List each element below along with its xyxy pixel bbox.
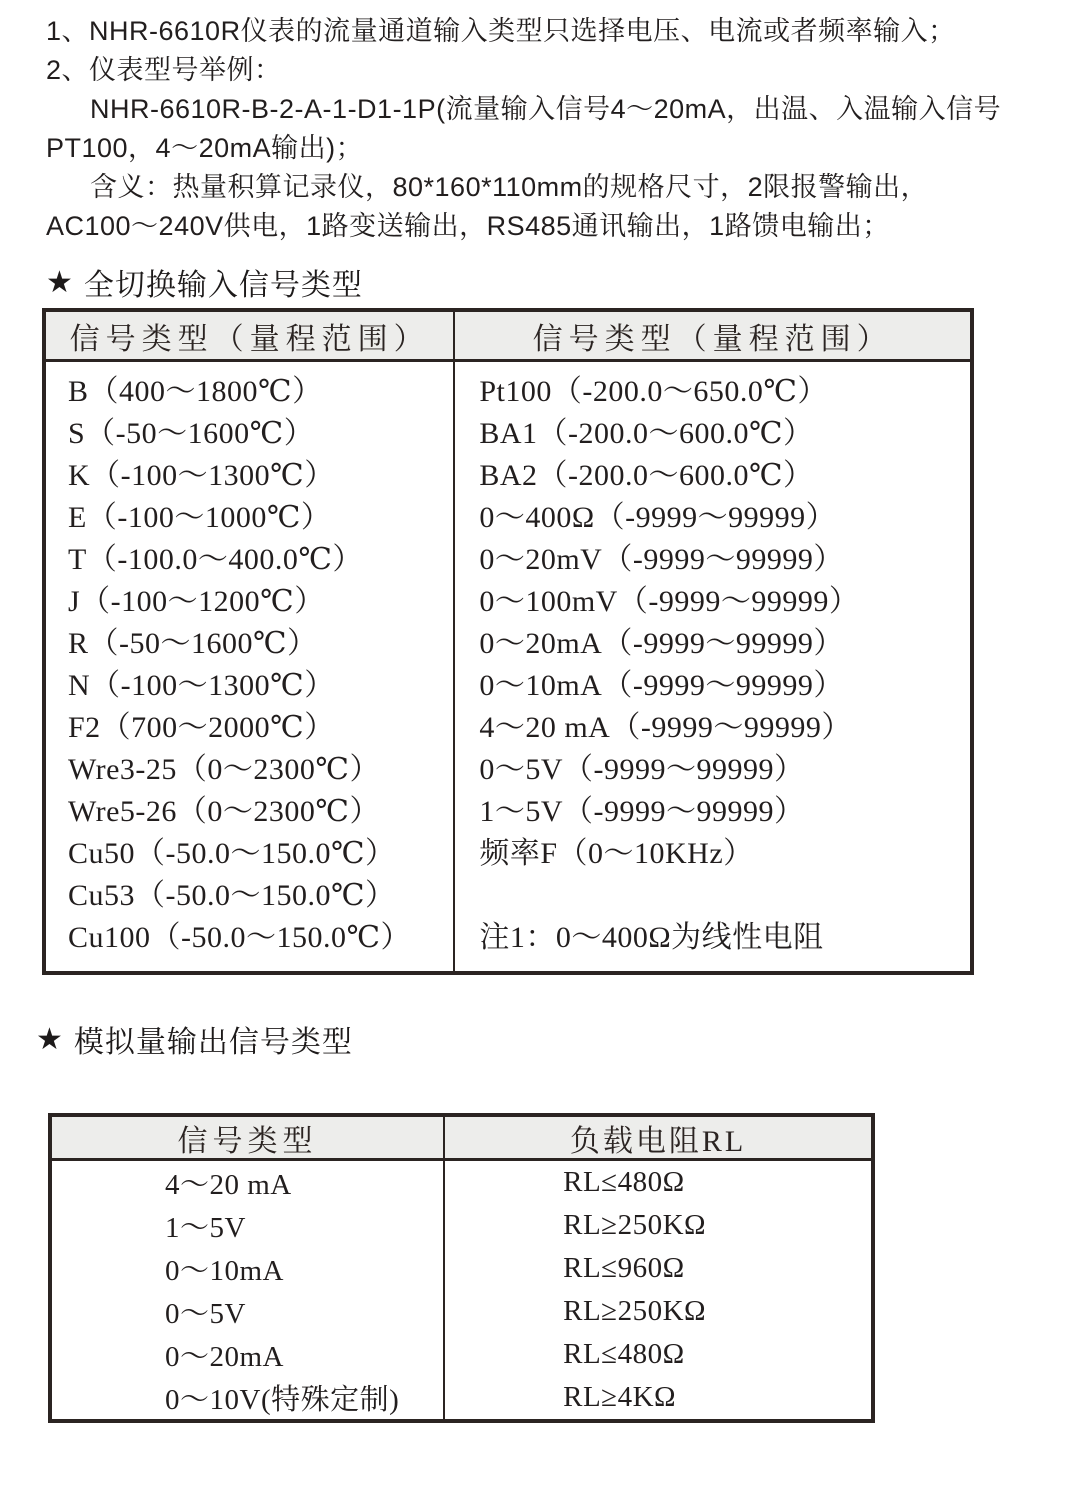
signal-range-entry (479, 875, 970, 917)
star-icon: ★ (46, 265, 74, 299)
signal-range-entry: 注1：0～400Ω为线性电阻 (479, 921, 824, 954)
signal-type-cell: 0～20mA (52, 1333, 445, 1376)
output-table-header-row (52, 1117, 871, 1161)
table-row (52, 1247, 871, 1290)
intro-line-5: 含义：热量积算记录仪，80*160*110mm的规格尺寸，2限报警输出， (90, 172, 929, 202)
signal-range-entry: Wre5-26（0～2300℃） (68, 795, 380, 828)
input-table-header-row (46, 312, 970, 362)
signal-range-entry: Cu50（-50.0～150.0℃） (68, 837, 396, 870)
section-title: 模拟量输出信号类型 (73, 1026, 353, 1059)
intro-line-1: 1、NHR-6610R仪表的流量通道输入类型只选择电压、电流或者频率输入； (46, 16, 956, 46)
signal-range-entry: N（-100～1300℃） (68, 669, 335, 702)
signal-range-entry: Pt100（-200.0～650.0℃） (479, 375, 828, 408)
load-resistance-cell: RL≥4KΩ (563, 1381, 677, 1413)
signal-range-entry: 0～10mA（-9999～99999） (479, 669, 844, 702)
signal-range-entry: 0～20mA（-9999～99999） (479, 627, 844, 660)
load-resistance-cell: RL≤480Ω (563, 1338, 685, 1370)
signal-range-entry: Wre3-25（0～2300℃） (68, 753, 380, 786)
input-table-right-column (455, 362, 970, 971)
input-table-left-column (46, 362, 455, 971)
intro-line-6: AC100～240V供电，1路变送输出，RS485通讯输出，1路馈电输出； (46, 211, 890, 241)
signal-range-entry: B（400～1800℃） (68, 375, 323, 408)
star-icon: ★ (36, 1022, 64, 1056)
signal-range-entry: R（-50～1600℃） (68, 627, 318, 660)
signal-range-entry: 0～5V（-9999～99999） (479, 753, 805, 786)
signal-range-entry: 4～20 mA（-9999～99999） (479, 711, 852, 744)
signal-range-entry: 1～5V（-9999～99999） (479, 795, 805, 828)
intro-line-4: PT100，4～20mA输出)； (46, 133, 364, 163)
table-row (52, 1204, 871, 1247)
output-table-body (52, 1161, 871, 1419)
signal-range-entry: K（-100～1300℃） (68, 459, 335, 492)
table-row (52, 1333, 871, 1376)
section-heading-input-signals (46, 262, 1080, 302)
signal-range-entry: Cu100（-50.0～150.0℃） (68, 921, 412, 954)
signal-range-entry: S（-50～1600℃） (68, 417, 315, 450)
input-signal-table (42, 308, 974, 975)
signal-range-entry: J（-100～1200℃） (68, 585, 325, 618)
signal-range-entry: 0～20mV（-9999～99999） (479, 543, 844, 576)
load-resistance-cell: RL≥250KΩ (563, 1295, 707, 1327)
input-table-body (46, 362, 970, 971)
intro-line-2: 2、仪表型号举例： (46, 55, 282, 85)
intro-paragraphs (0, 12, 1080, 246)
load-resistance-cell: RL≤960Ω (563, 1252, 685, 1284)
signal-range-entry: BA2（-200.0～600.0℃） (479, 459, 814, 492)
signal-range-entry: E（-100～1000℃） (68, 501, 332, 534)
signal-type-cell: 0～10mA (52, 1247, 445, 1290)
signal-type-cell: 0～10V(特殊定制) (52, 1376, 445, 1419)
signal-range-entry: BA1（-200.0～600.0℃） (479, 417, 814, 450)
load-resistance-cell: RL≤480Ω (563, 1166, 685, 1198)
output-table-header-load: 负载电阻RL (569, 1124, 747, 1158)
input-table-header-left: 信号类型（量程范围） (46, 312, 455, 359)
signal-range-entry: 频率F（0～10KHz） (479, 837, 754, 870)
signal-type-cell: 0～5V (52, 1290, 445, 1333)
signal-type-cell: 4～20 mA (52, 1161, 445, 1204)
table-row (52, 1161, 871, 1204)
table-row (52, 1290, 871, 1333)
section-heading-output-signals (36, 1019, 1080, 1059)
signal-range-entry: 0～100mV（-9999～99999） (479, 585, 860, 618)
signal-range-entry: F2（700～2000℃） (68, 711, 335, 744)
section-title: 全切换输入信号类型 (83, 269, 363, 302)
table-row (52, 1376, 871, 1419)
output-signal-table (48, 1113, 875, 1423)
signal-type-cell: 1～5V (52, 1204, 445, 1247)
signal-range-entry: Cu53（-50.0～150.0℃） (68, 879, 396, 912)
signal-range-entry: 0～400Ω（-9999～99999） (479, 501, 837, 534)
load-resistance-cell: RL≥250KΩ (563, 1209, 707, 1241)
signal-range-entry: T（-100.0～400.0℃） (68, 543, 363, 576)
input-table-header-right: 信号类型（量程范围） (532, 322, 893, 356)
output-table-header-signal: 信号类型 (52, 1117, 445, 1158)
intro-line-3: NHR-6610R-B-2-A-1-D1-1P(流量输入信号4～20mA，出温、入温输入信号 (90, 94, 1002, 124)
